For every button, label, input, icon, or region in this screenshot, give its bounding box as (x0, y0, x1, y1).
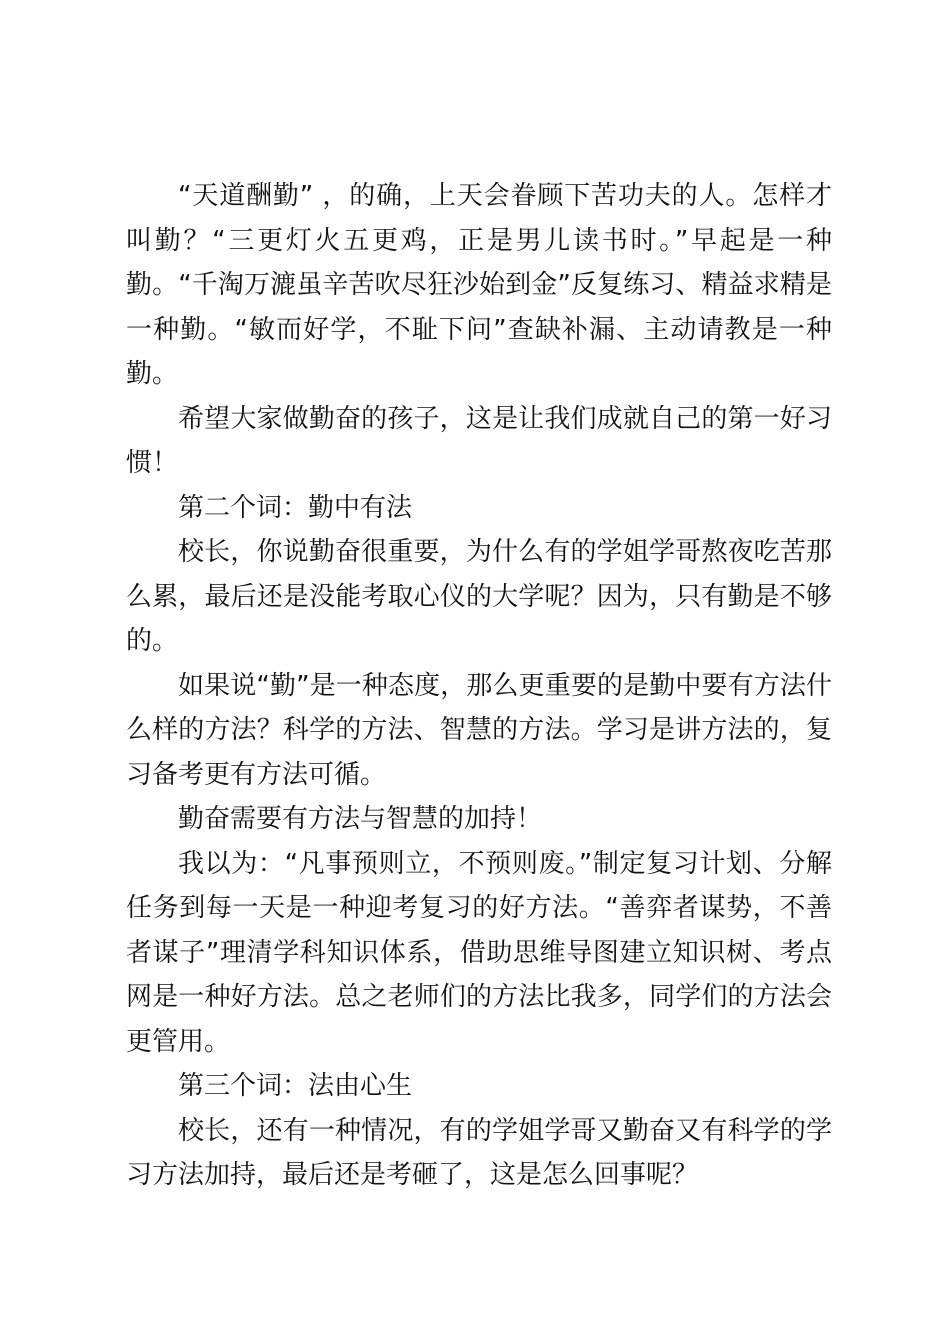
paragraph-question-still-failed: 校长，还有一种情况，有的学姐学哥又勤奋又有科学的学习方法加持，最后还是考砸了，这是怎么回事呢？ (126, 1115, 832, 1190)
paragraph-hope-diligent: 希望大家做勤奋的孩子，这是让我们成就自己的第一好习惯！ (126, 403, 832, 478)
section-heading-third-word: 第三个词：法由心生 (178, 1071, 413, 1101)
paragraph-question-why-fail: 校长，你说勤奋很重要，为什么有的学姐学哥熬夜吃苦那么累，最后还是没能考取心仪的大学呢？因为，只有勤是不够的。 (126, 537, 832, 656)
paragraph-planning-methods: 我以为：“凡事预则立，不预则废。”制定复习计划、分解任务到每一天是一种迎考复习的好方法。“善弈者谋势，不善者谋子”理清学科知识体系，借助思维导图建立知识树、考点网是一种好方法。总之老师们的方法比我多，同学们的方法会更管用。 (126, 848, 832, 1057)
document-body (126, 174, 832, 1198)
section-heading-second-word: 第二个词：勤中有法 (178, 492, 413, 523)
paragraph-diligence-meaning: “天道酬勤” ，的确，上天会眷顾下苦功夫的人。怎样才叫勤？“三更灯火五更鸡，正是男儿读书时。”早起是一种勤。“千淘万漉虽辛苦吹尽狂沙始到金”反复练习、精益求精是一种勤。“敏而好学，不耻下问”查缺补漏、主动请教是一种勤。 (126, 181, 832, 389)
paragraph-method-matters: 如果说“勤”是一种态度，那么更重要的是勤中要有方法什么样的方法？科学的方法、智慧的方法。学习是讲方法的，复习备考更有方法可循。 (126, 670, 832, 790)
paragraph-method-wisdom: 勤奋需要有方法与智慧的加持！ (178, 804, 543, 834)
